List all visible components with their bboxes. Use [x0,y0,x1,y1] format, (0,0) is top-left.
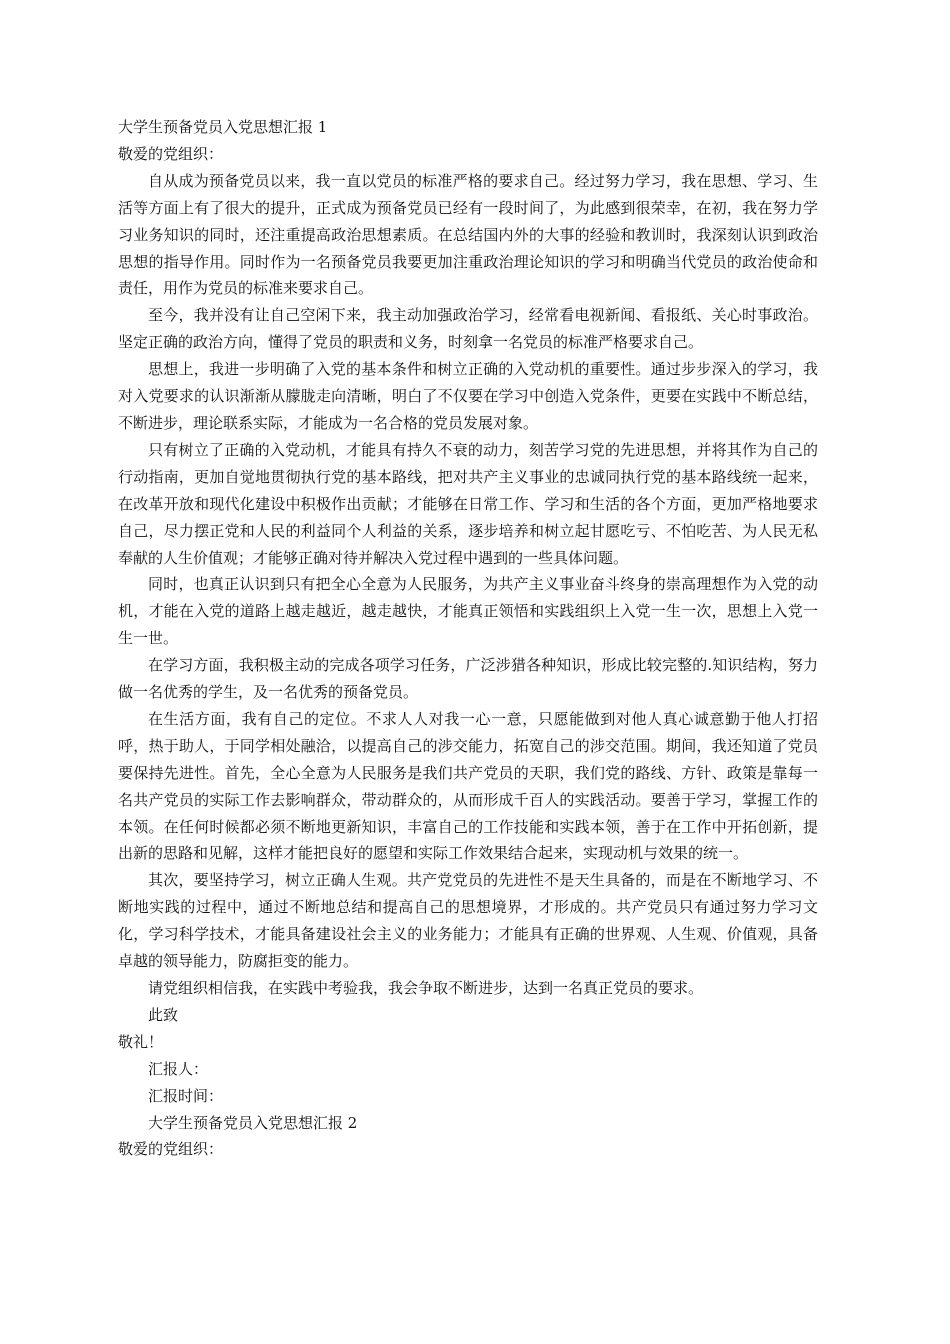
document-page [118,114,818,1163]
report-title-2: 大学生预备党员入党思想汇报 2 [148,1113,358,1132]
reporter-label: 汇报人： [148,1059,209,1078]
paragraph-5: 同时，也真正认识到只有把全心全意为人民服务，为共产主义事业奋斗终身的崇高理想作为入党的动机，才能在入党的道路上越走越近，越走越快，才能真正领悟和实践组织上入党一生一次，思想上入党一生一世。 [118,575,818,648]
paragraph-2: 至今，我并没有让自己空闲下来，我主动加强政治学习，经常看电视新闻、看报纸、关心时事政治。坚定正确的政治方向，懂得了党员的职责和义务，时刻拿一名党员的标准严格要求自己。 [118,306,818,352]
paragraph-8: 其次，要坚持学习，树立正确人生观。共产党党员的先进性不是天生具备的，而是在不断地学习、不断地实践的过程中，通过不断地总结和提高自己的思想境界，才形成的。共产党员只有通过努力学习文化，学习科学技术，才能具备建设社会主义的业务能力；才能具有正确的世界观、人生观、价值观，具备卓越的领导能力，防腐拒变的能力。 [118,871,818,971]
paragraph-3: 思想上，我进一步明确了入党的基本条件和树立正确的入党动机的重要性。通过步步深入的学习，我对入党要求的认识渐渐从朦胧走向清晰，明白了不仅要在学习中创造入党条件，更要在实践中不断总结，不断进步，理论联系实际，才能成为一名合格的党员发展对象。 [118,360,818,432]
paragraph-1: 自从成为预备党员以来，我一直以党员的标准严格的要求自己。经过努力学习，我在思想、学习、生活等方面上有了很大的提升，正式成为预备党员已经有一段时间了，为此感到很荣幸，在初，我在努力学习业务知识的同时，还注重提高政治思想素质。在总结国内外的大事的经验和教训时，我深刻认识到政治思想的指导作用。同时作为一名预备党员我要更加注重政治理论知识的学习和明确当代党员的政治使命和责任，用作为党员的标准来要求自己。 [118,171,818,298]
salute-line: 敬礼！ [118,1032,164,1051]
paragraph-6: 在学习方面，我积极主动的完成各项学习任务，广泛涉猎各种知识，形成比较完整的.知识结构，努力做一名优秀的学生，及一名优秀的预备党员。 [118,656,818,702]
paragraph-7: 在生活方面，我有自己的定位。不求人人对我一心一意，只愿能做到对他人真心诚意勤于他人打招呼，热于助人，于同学相处融洽，以提高自己的涉交能力，拓宽自己的涉交范围。期间，我还知道了党员要保持先进性。首先，全心全意为人民服务是我们共产党员的天职，我们党的路线、方针、政策是靠每一名共产党员的实际工作去影响群众，带动群众的，从而形成千百人的实践活动。要善于学习，掌握工作的本领。在任何时候都必须不断地更新知识，丰富自己的工作技能和实践本领，善于在工作中开拓创新，提出新的思路和见解，这样才能把良好的愿望和实际工作效果结合起来，实现动机与效果的统一。 [118,709,818,863]
paragraph-4: 只有树立了正确的入党动机，才能具有持久不衰的动力，刻苦学习党的先进思想，并将其作为自己的行动指南，更加自觉地贯彻执行党的基本路线，把对共产主义事业的忠诚同执行党的基本路线统一起来，在改革开放和现代化建设中积极作出贡献；才能够在日常工作、学习和生活的各个方面，更加严格地要求自己，尽力摆正党和人民的利益同个人利益的关系，逐步培养和树立起甘愿吃亏、不怕吃苦、为人民无私奉献的人生价值观；才能够正确对待并解决入党过程中遇到的一些具体问题。 [118,440,818,567]
closing-line: 此致 [148,1005,179,1024]
salutation-1: 敬爱的党组织： [118,144,224,163]
salutation-2: 敬爱的党组织： [118,1140,224,1159]
report-title-1: 大学生预备党员入党思想汇报 1 [118,118,328,136]
paragraph-9: 请党组织相信我，在实践中考验我，我会争取不断进步，达到一名真正党员的要求。 [148,979,704,997]
report-time-label: 汇报时间： [148,1086,224,1105]
